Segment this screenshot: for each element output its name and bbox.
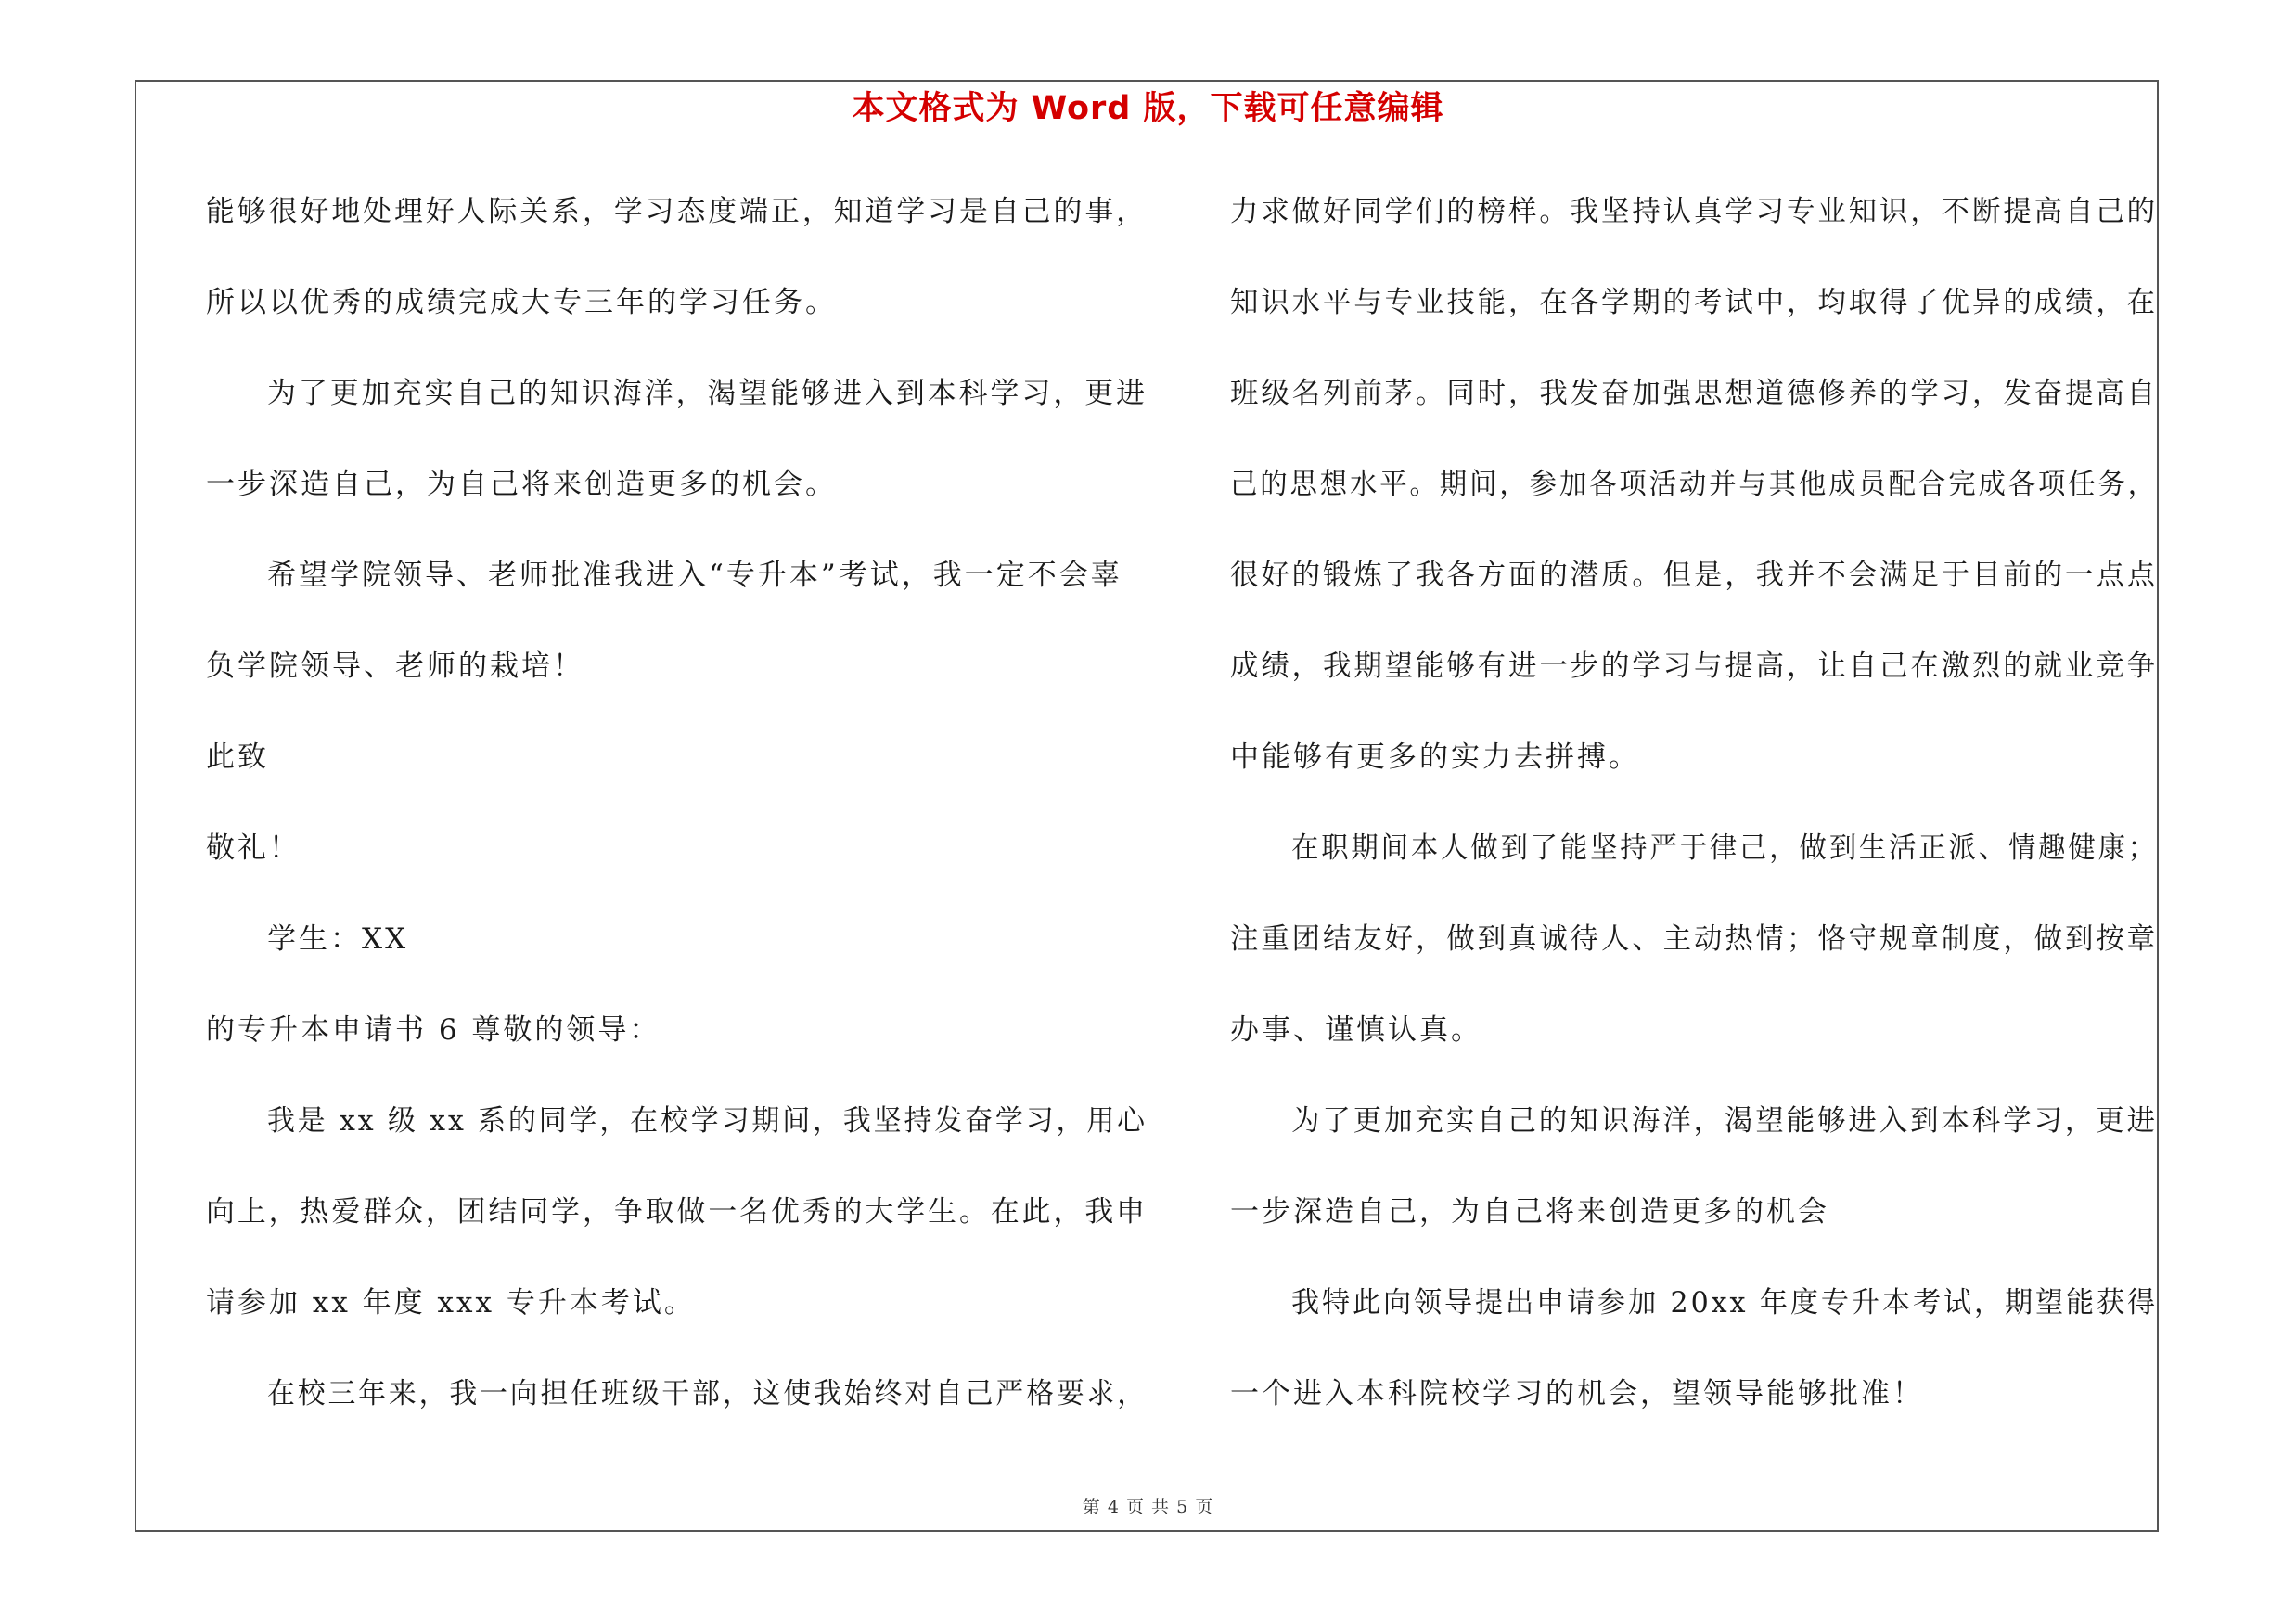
page-suffix: 页 xyxy=(1195,1497,1214,1517)
banner-suffix: 版，下载可任意编辑 xyxy=(1143,90,1444,127)
paragraph-line: 希望学院领导、老师批准我进入“专升本”考试，我一定不会辜 xyxy=(267,559,1122,592)
paragraph-line: 成绩，我期望能够有进一步的学习与提高，让自己在激烈的就业竞争 xyxy=(1230,650,2158,683)
paragraph-line: 在职期间本人做到了能坚持严于律己，做到生活正派、情趣健康； xyxy=(1291,831,2158,865)
banner-prefix: 本文格式为 xyxy=(852,90,1020,127)
paragraph-line: 敬礼！ xyxy=(206,831,301,865)
paragraph-line: 负学院领导、老师的栽培！ xyxy=(206,650,584,683)
paragraph-line: 己的思想水平。期间，参加各项活动并与其他成员配合完成各项任务， xyxy=(1230,468,2158,501)
paragraph-line: 我特此向领导提出申请参加 20xx 年度专升本考试，期望能获得 xyxy=(1291,1286,2158,1320)
page-prefix: 第 xyxy=(1082,1497,1101,1517)
paragraph-line: 力求做好同学们的榜样。我坚持认真学习专业知识，不断提高自己的 xyxy=(1230,195,2158,228)
banner-word: Word xyxy=(1031,90,1132,127)
paragraph-line: 一步深造自己，为自己将来创造更多的机会 xyxy=(1230,1195,1829,1229)
paragraph-line: 为了更加充实自己的知识海洋，渴望能够进入到本科学习，更进 xyxy=(267,377,1148,410)
paragraph-line: 很好的锻炼了我各方面的潜质。但是，我并不会满足于目前的一点点 xyxy=(1230,559,2158,592)
current-page-number: 4 xyxy=(1107,1497,1120,1517)
left-text-column xyxy=(206,184,1148,1457)
right-text-column xyxy=(1230,184,2158,1457)
paragraph-line: 我是 xx 级 xx 系的同学，在校学习期间，我坚持发奋学习，用心 xyxy=(267,1104,1148,1138)
paragraph-line: 中能够有更多的实力去拼搏。 xyxy=(1230,741,1640,774)
total-page-number: 5 xyxy=(1176,1497,1189,1517)
page-middle: 页 共 xyxy=(1125,1497,1171,1517)
paragraph-line: 班级名列前茅。同时，我发奋加强思想道德修养的学习，发奋提高自 xyxy=(1230,377,2158,410)
paragraph-line: 一步深造自己，为自己将来创造更多的机会。 xyxy=(206,468,837,501)
paragraph-line: 学生：XX xyxy=(267,922,409,956)
paragraph-line: 注重团结友好，做到真诚待人、主动热情；恪守规章制度，做到按章 xyxy=(1230,922,2158,956)
paragraph-line: 知识水平与专业技能，在各学期的考试中，均取得了优异的成绩，在 xyxy=(1230,286,2158,319)
paragraph-line: 此致 xyxy=(206,741,269,774)
paragraph-line: 所以以优秀的成绩完成大专三年的学习任务。 xyxy=(206,286,837,319)
paragraph-line: 一个进入本科院校学习的机会，望领导能够批准！ xyxy=(1230,1377,1924,1410)
document-header-banner xyxy=(0,88,2296,129)
paragraph-line: 的专升本申请书 6 尊敬的领导： xyxy=(206,1013,661,1047)
paragraph-line: 在校三年来，我一向担任班级干部，这使我始终对自己严格要求， xyxy=(267,1377,1148,1410)
page-number-footer xyxy=(0,1496,2296,1518)
paragraph-line: 能够很好地处理好人际关系，学习态度端正，知道学习是自己的事， xyxy=(206,195,1148,228)
paragraph-line: 请参加 xx 年度 xxx 专升本考试。 xyxy=(206,1286,696,1320)
paragraph-line: 办事、谨慎认真。 xyxy=(1230,1013,1482,1047)
paragraph-line: 为了更加充实自己的知识海洋，渴望能够进入到本科学习，更进 xyxy=(1291,1104,2158,1138)
paragraph-line: 向上，热爱群众，团结同学，争取做一名优秀的大学生。在此，我申 xyxy=(206,1195,1148,1229)
